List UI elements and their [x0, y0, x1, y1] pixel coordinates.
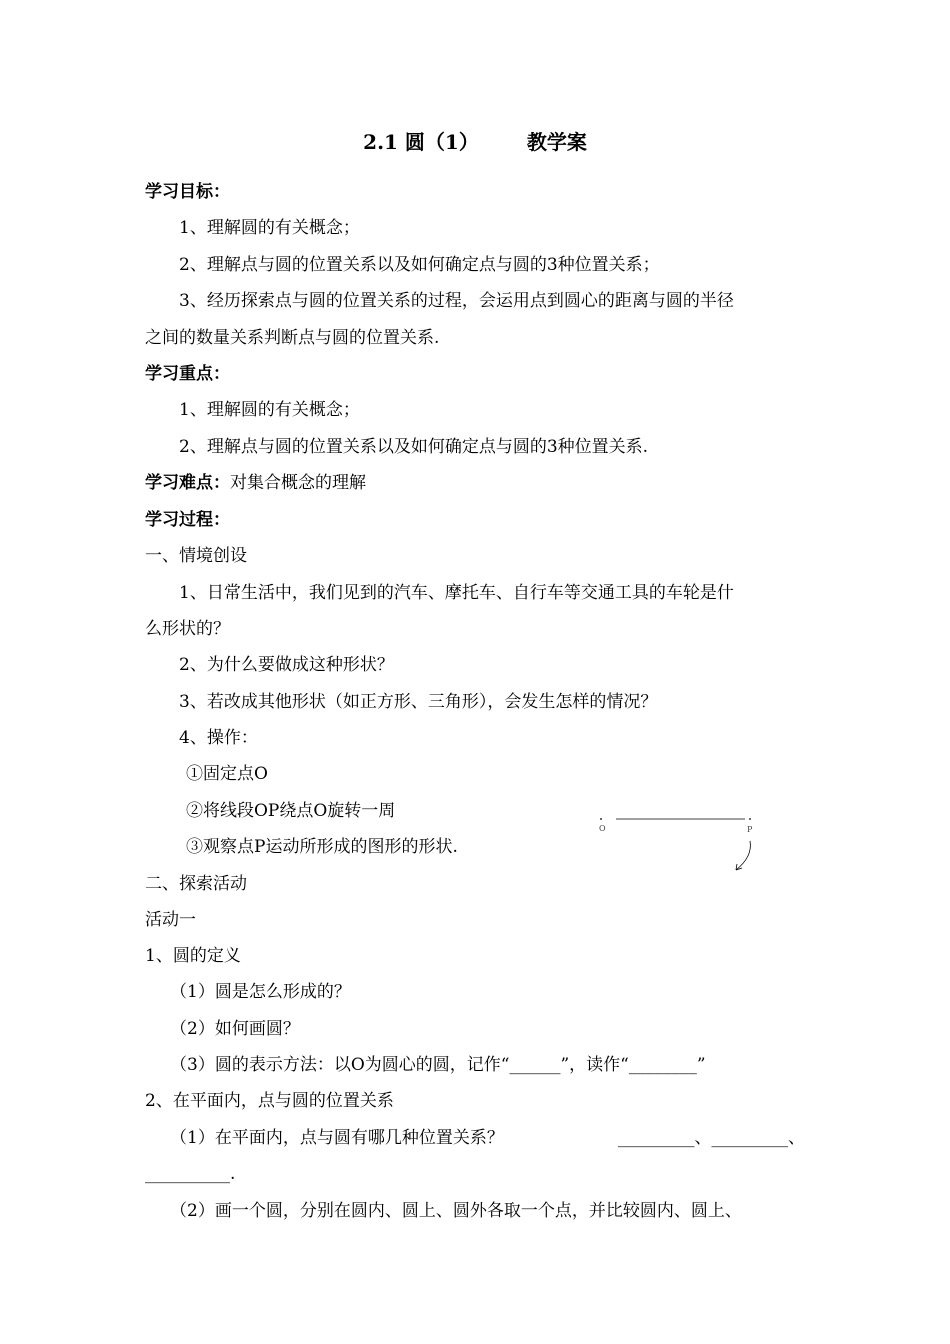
section1-item-2: 2、为什么要做成这种形状？ — [179, 655, 394, 675]
answer-blank-1: _________ — [618, 1128, 695, 1148]
activity-heading: 活动一 — [145, 910, 196, 930]
section1-item-4: 4、操作： — [179, 728, 258, 748]
difficulty-row — [145, 472, 366, 494]
position-heading: 2、在平面内，点与圆的位置关系 — [145, 1091, 394, 1111]
section1-item-3: 3、若改成其他形状（如正方形、三角形），会发生怎样的情况？ — [179, 692, 658, 712]
position-q2: （2）画一个圆，分别在圆内、圆上、圆外各取一个点，并比较圆内、圆上、 — [170, 1201, 742, 1221]
section1-item-1-cont: 么形状的？ — [145, 619, 230, 639]
answer-blank-2: _________ — [711, 1128, 788, 1148]
separator-1: 、 — [694, 1128, 712, 1148]
answer-blank-3: __________. — [145, 1164, 236, 1184]
title-part1: 2.1 圆（1） — [363, 130, 479, 154]
difficulty-text: 对集合概念的理解 — [230, 473, 366, 493]
definition-q1: （1）圆是怎么形成的？ — [170, 982, 351, 1002]
keypoint-1: 1、理解圆的有关概念； — [179, 400, 360, 420]
section2-heading: 二、探索活动 — [145, 874, 247, 894]
page-title — [0, 130, 950, 154]
title-part2: 教学案 — [526, 130, 587, 154]
objective-1: 1、理解圆的有关概念； — [179, 218, 360, 238]
objectives-heading: 学习目标： — [145, 182, 230, 202]
keypoint-2: 2、理解点与圆的位置关系以及如何确定点与圆的3种位置关系. — [179, 437, 649, 457]
label-o: O — [599, 824, 606, 833]
objective-3: 3、经历探索点与圆的位置关系的过程，会运用点到圆心的距离与圆的半径 — [179, 291, 734, 311]
section1-heading: 一、情境创设 — [145, 546, 247, 566]
position-q1-blanks — [618, 1127, 805, 1149]
point-o-dot — [600, 818, 602, 820]
section1-item-1: 1、日常生活中，我们见到的汽车、摩托车、自行车等交通工具的车轮是什 — [179, 583, 734, 603]
rotation-arrow-path — [736, 841, 750, 870]
difficulty-heading: 学习难点： — [145, 473, 230, 493]
process-heading: 学习过程： — [145, 510, 230, 530]
operation-step-2: ②将线段OP绕点O旋转一周 — [186, 801, 396, 821]
definition-q3: （3）圆的表示方法：以O为圆心的圆，记作“______”，读作“________” — [170, 1055, 706, 1075]
segment-op-figure — [590, 808, 770, 878]
position-q1 — [145, 1127, 805, 1149]
label-p: P — [747, 825, 753, 834]
keypoints-heading: 学习重点： — [145, 364, 230, 384]
operation-step-1: ①固定点O — [186, 764, 268, 784]
position-q1-text: （1）在平面内，点与圆有哪几种位置关系？ — [170, 1128, 504, 1148]
definition-heading: 1、圆的定义 — [145, 946, 241, 966]
definition-q2: （2）如何画圆？ — [170, 1019, 300, 1039]
objective-3-cont: 之间的数量关系判断点与圆的位置关系. — [145, 328, 440, 348]
objective-2: 2、理解点与圆的位置关系以及如何确定点与圆的3种位置关系； — [179, 255, 660, 275]
operation-step-3: ③观察点P运动所形成的图形的形状. — [186, 837, 458, 857]
separator-2: 、 — [788, 1128, 805, 1148]
point-p-dot — [749, 818, 751, 820]
